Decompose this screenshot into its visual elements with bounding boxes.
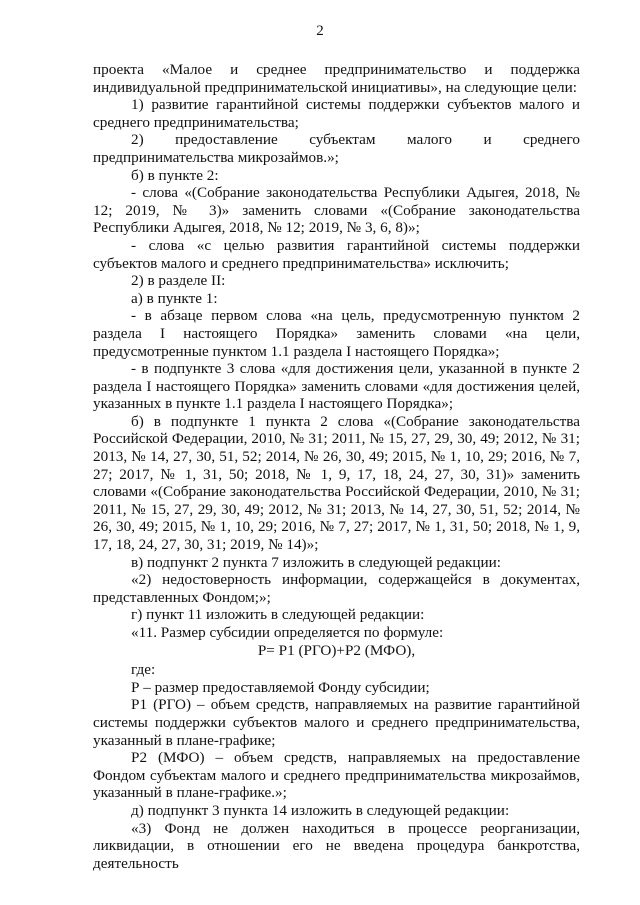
paragraph: 1) развитие гарантийной системы поддержки субъектов малого и среднего предпринимательства; — [93, 96, 580, 131]
paragraph: - в подпункте 3 слова «для достижения цели, указанной в пункте 2 раздела I настоящего Порядка» заменить словами «для достижения целей, указанных в пункте 1.1 раздела I настоящего Порядка»; — [93, 360, 580, 413]
paragraph: - слова «(Собрание законодательства Республики Адыгея, 2018, № 12; 2019, № 3)» заменить словами «(Собрание законодательства Республики Адыгея, 2018, № 12; 2019, № 3, 6, 8)»; — [93, 184, 580, 237]
paragraph: б) в подпункте 1 пункта 2 слова «(Собрание законодательства Российской Федерации, 2010, № 31; 2011, № 15, 27, 29, 30, 49; 2012, № 31; 2013, № 14, 27, 30, 51, 52; 2014, № 26, 30, 49; 2015, № 1, 10, 29; 2016, № 7, 27; 2017, № 1, 31, 50; 2018, № 1, 9, 17, 18, 24, 27, 30, 31)» заменить словами «(Собрание законодательства Российской Федерации, 2010, № 31; 2011, № 15, 27, 29, 30, 49; 2012, № 31; 2013, № 14, 27, 30, 51, 52; 2014, № 26, 30, 49; 2015, № 1, 10, 29; 2016, № 7, 27; 2017, № 1, 31, 50; 2018, № 1, 9, 17, 18, 24, 27, 30, 31; 2019, № 14)»; — [93, 412, 580, 554]
formula: Р= Р1 (РГО)+Р2 (МФО), — [257, 641, 416, 659]
paragraph: - в абзаце первом слова «на цель, предусмотренную пунктом 2 раздела I настоящего Порядка» заменить словами «на цели, предусмотренные пунктом 1.1 раздела I настоящего Порядка»; — [93, 307, 580, 360]
document-body — [93, 61, 580, 872]
paragraph: Р1 (РГО) – объем средств, направляемых на развитие гарантийной системы поддержки субъектов малого и среднего предпринимательства, указанный в плане-графике; — [93, 696, 580, 749]
paragraph: «2) недостоверность информации, содержащейся в документах, представленных Фондом;»; — [93, 571, 580, 606]
paragraph: Р2 (МФО) – объем средств, направляемых на предоставление Фондом субъектам малого и среднего предпринимательства микрозаймов, указанный в плане-графике.»; — [93, 749, 580, 802]
paragraph: б) в пункте 2: — [131, 166, 219, 184]
paragraph: где: — [131, 661, 156, 679]
paragraph: д) подпункт 3 пункта 14 изложить в следующей редакции: — [131, 801, 510, 819]
page-number: 2 — [316, 23, 324, 39]
paragraph: г) пункт 11 изложить в следующей редакции: — [131, 606, 425, 624]
paragraph: в) подпункт 2 пункта 7 изложить в следующей редакции: — [131, 553, 502, 571]
paragraph: «3) Фонд не должен находиться в процессе реорганизации, ликвидации, в отношении его не введена процедура банкротства, деятельность — [93, 819, 580, 872]
paragraph: - слова «с целью развития гарантийной системы поддержки субъектов малого и среднего предпринимательства» исключить; — [93, 236, 580, 272]
paragraph: а) в пункте 1: — [131, 289, 218, 307]
paragraph: «11. Размер субсидии определяется по формуле: — [131, 624, 444, 641]
paragraph: 2) в разделе II: — [131, 272, 226, 290]
paragraph: Р – размер предоставляемой Фонду субсидии; — [131, 678, 430, 696]
paragraph: проекта «Малое и среднее предпринимательство и поддержка индивидуальной предпринимательской инициативы», на следующие цели: — [93, 61, 580, 96]
paragraph: 2) предоставление субъектам малого и среднего предпринимательства микрозаймов.»; — [93, 131, 580, 166]
